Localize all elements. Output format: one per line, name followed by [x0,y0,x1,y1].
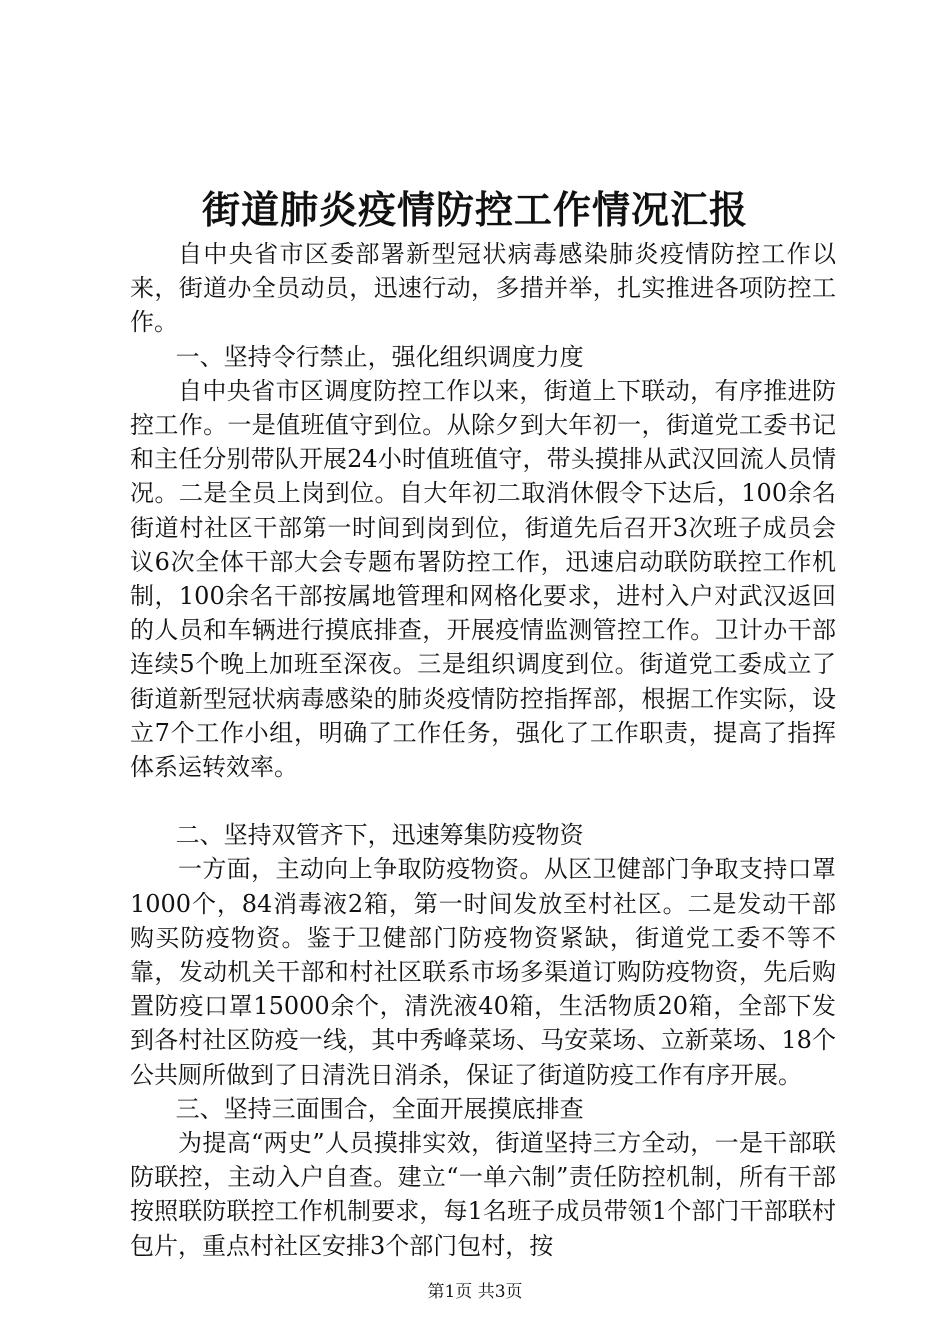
document-title: 街道肺炎疫情防控工作情况汇报 [201,187,748,232]
paragraph-spacer [130,784,836,818]
section-2-paragraph: 一方面，主动向上争取防疫物资。从区卫健部门争取支持口罩1000个，84消毒液2箱，第一时间发放至村社区。二是发动干部购买防疫物资。鉴于卫健部门防疫物资紧缺，街道党工委不等不靠，发动机关干部和村社区联系市场多渠道订购防疫物资，先后购置防疫口罩15000余个，清洗液40箱，生活物质20箱，全部下发到各村社区防疫一线，其中秀峰菜场、马安菜场、立新菜场、18个公共厕所做到了日清洗日消杀，保证了街道防疫工作有序开展。 [130,855,836,1089]
page-number-footer: 第1页 共3页 [427,1282,523,1302]
section-heading-3: 三、坚持三面围合，全面开展摸底排查 [175,1094,584,1123]
document-body [130,237,836,1263]
intro-paragraph: 自中央省市区委部署新型冠状病毒感染肺炎疫情防控工作以来，街道办全员动员，迅速行动，多措并举，扎实推进各项防控工作。 [130,240,836,337]
section-1-paragraph: 自中央省市区调度防控工作以来，街道上下联动，有序推进防控工作。一是值班值守到位。从除夕到大年初一，街道党工委书记和主任分别带队开展24小时值班值守，带头摸排从武汉回流人员情况。二是全员上岗到位。自大年初二取消休假令下达后，100余名街道村社区干部第一时间到岗到位，街道先后召开3次班子成员会议6次全体干部大会专题布署防控工作，迅速启动联防联控工作机制，100余名干部按属地管理和网格化要求，进村入户对武汉返回的人员和车辆进行摸底排查，开展疫情监测管控工作。卫计办干部连续5个晚上加班至深夜。三是组织调度到位。街道党工委成立了街道新型冠状病毒感染的肺炎疫情防控指挥部，根据工作实际，设立7个工作小组，明确了工作任务，强化了工作职责，提高了指挥体系运转效率。 [130,376,836,782]
section-3-paragraph: 为提高“两史”人员摸排实效，街道坚持三方全动，一是干部联防联控，主动入户自查。建立“一单六制”责任防控机制，所有干部按照联防联控工作机制要求，每1名班子成员带领1个部门干部联村包片，重点村社区安排3个部门包村，按 [130,1129,836,1260]
section-heading-1: 一、坚持令行禁止，强化组织调度力度 [175,342,584,371]
section-heading-2: 二、坚持双管齐下，迅速筹集防疫物资 [175,821,584,850]
